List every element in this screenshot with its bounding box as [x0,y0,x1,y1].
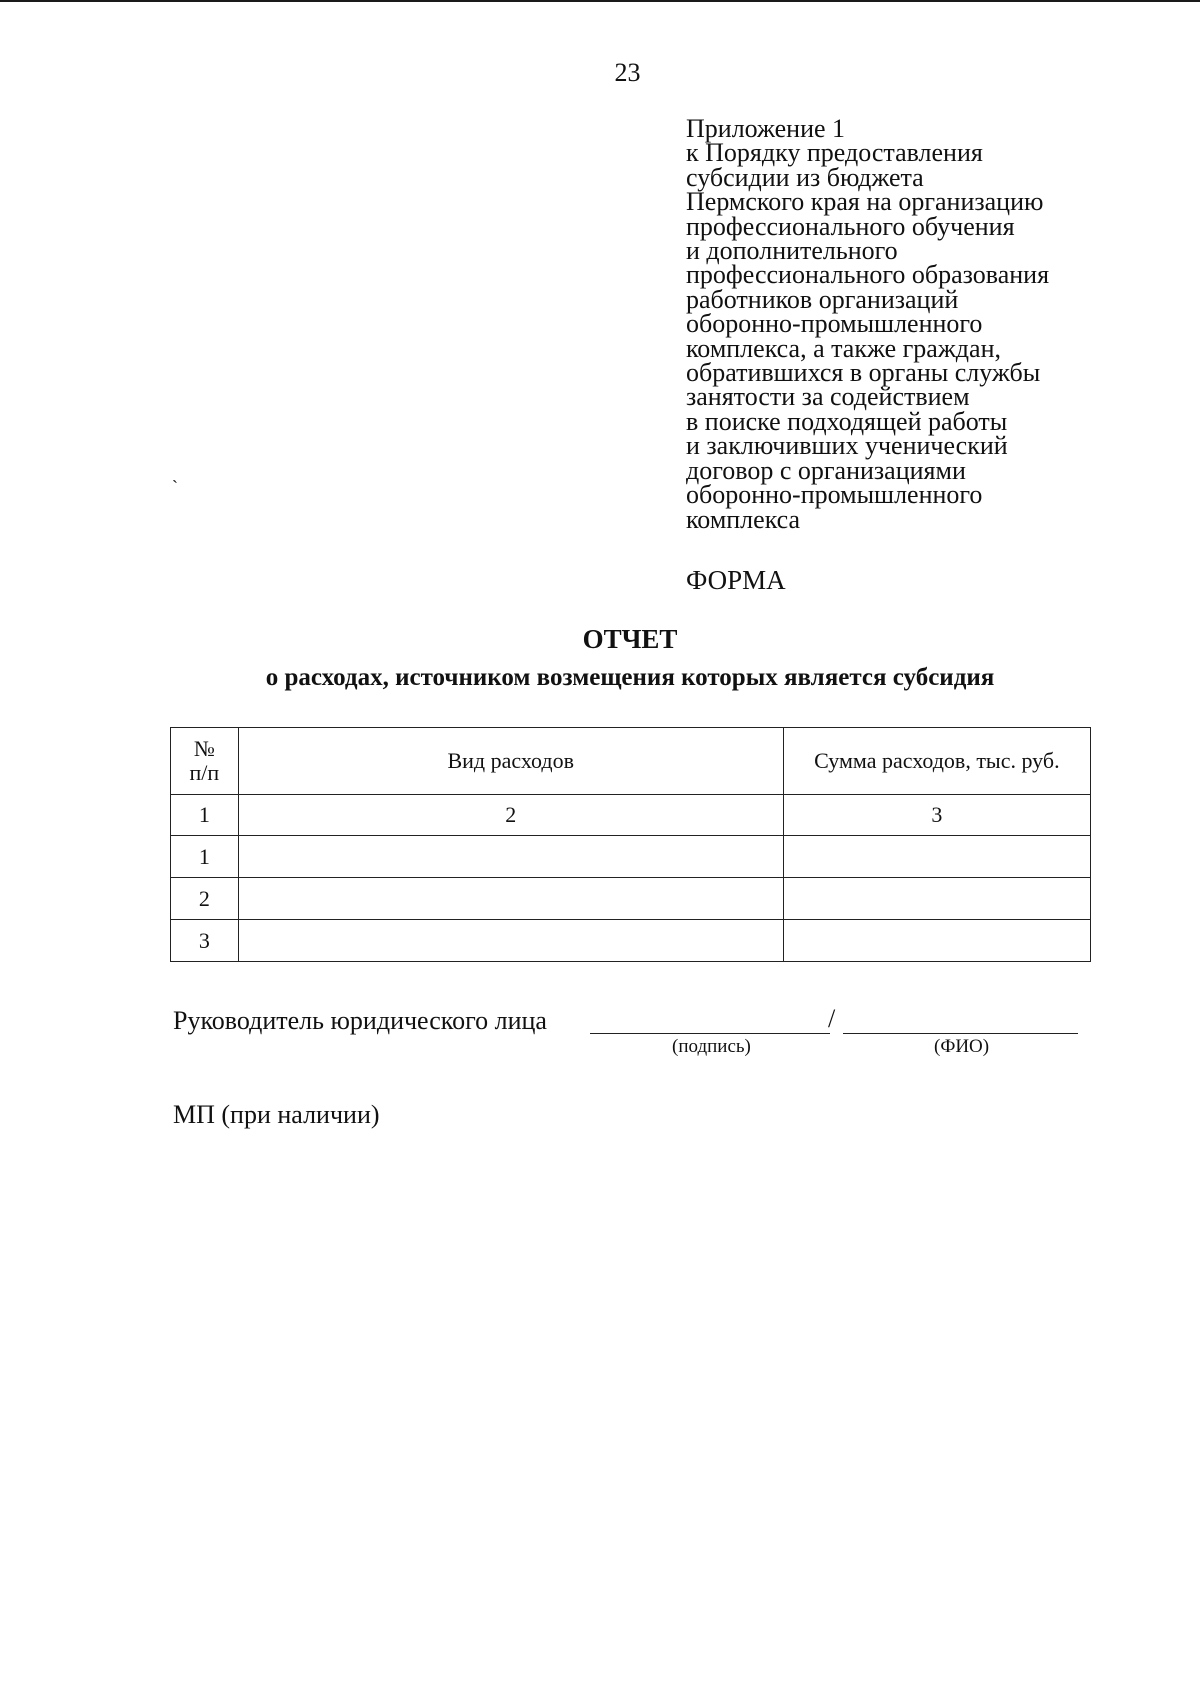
report-title: ОТЧЕТ [582,624,678,654]
column-numbering-row [171,795,1091,836]
appendix-line: комплекса, а также граждан, [686,333,1001,363]
name-caption: (ФИО) [934,1036,990,1057]
signature-caption: (подпись) [672,1036,751,1057]
row-num: 1 [171,836,239,878]
column-number: 2 [238,795,783,836]
appendix-line: оборонно-промышленного [686,480,983,510]
appendix-line: обратившихся в органы службы [686,358,1041,388]
appendix-line: профессионального обучения [686,211,1015,241]
appendix-line: профессионального образования [686,260,1050,290]
appendix-line: Приложение 1 [686,114,846,143]
row-num: 3 [171,920,239,962]
table-row [171,878,1091,920]
appendix-line: к Порядку предоставления [686,138,983,168]
appendix-line: комплекса [686,504,801,534]
appendix-line: в поиске подходящей работы [686,406,1008,436]
appendix-line: договор с организациями [686,455,966,485]
header-num-line1: № [193,736,215,761]
appendix-line: занятости за содействием [686,382,970,412]
appendix-line: Пермского края на организацию [686,187,1044,217]
expenses-table [170,727,1091,962]
page-number: 23 [614,58,641,87]
header-num [171,728,239,795]
appendix-line: оборонно-промышленного [686,309,983,339]
signature-label: Руководитель юридического лица [173,1006,547,1035]
stamp-label: МП (при наличии) [173,1100,380,1129]
signature-blank[interactable] [590,1033,830,1034]
column-number: 1 [171,795,239,836]
page-top-edge [0,0,1200,2]
table-row [171,920,1091,962]
signature-separator: / [828,1004,836,1033]
appendix-line: и дополнительного [686,236,898,266]
header-expense-type: Вид расходов [238,728,783,795]
appendix-line: субсидии из бюджета [686,162,924,192]
header-num-line2: п/п [189,760,220,785]
appendix-block [686,114,1126,534]
appendix-line: работников организаций [686,284,959,314]
row-expense-type[interactable] [238,878,783,920]
name-blank[interactable] [843,1033,1078,1034]
row-expense-sum[interactable] [783,836,1090,878]
table-header-row [171,728,1091,795]
stray-mark: ` [172,477,178,497]
row-num: 2 [171,878,239,920]
appendix-line: и заключивших ученический [686,431,1008,461]
form-label: ФОРМА [686,565,786,595]
row-expense-type[interactable] [238,836,783,878]
report-subtitle: о расходах, источником возмещения которых является субсидия [265,664,995,691]
row-expense-sum[interactable] [783,878,1090,920]
row-expense-type[interactable] [238,920,783,962]
table-row [171,836,1091,878]
header-expense-sum: Сумма расходов, тыс. руб. [783,728,1090,795]
row-expense-sum[interactable] [783,920,1090,962]
column-number: 3 [783,795,1090,836]
